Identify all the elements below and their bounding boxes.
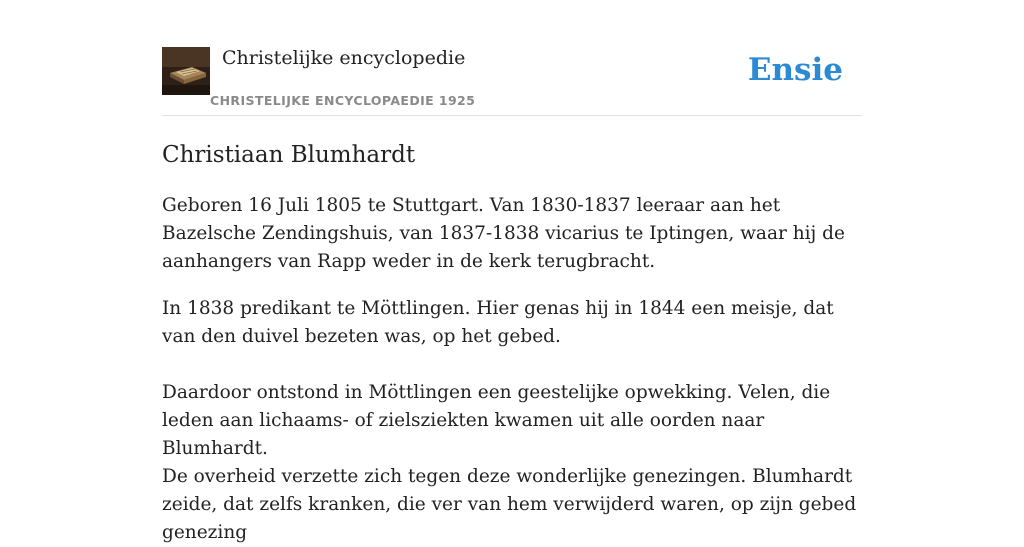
article-paragraph: De overheid verzette zich tegen deze wonderlijke genezingen. Blumhardt zeide, dat zelfs kranken, die ver van hem verwijderd waren, op zijn gebed genezing [162,466,857,543]
article-paragraph: Daardoor ontstond in Möttlingen een geestelijke opwekking. Velen, die leden aan lichaams- of zielsziekten kwamen uit alle oorden naar Blumhardt. [162,382,831,459]
site-title[interactable]: Christelijke encyclopedie [222,47,466,69]
ensie-logo[interactable]: Ensie [747,52,843,88]
site-subtitle: CHRISTELIJKE ENCYCLOPAEDIE 1925 [210,93,476,108]
article-paragraph: In 1838 predikant te Möttlingen. Hier genas hij in 1844 een meisje, dat van den duivel bezeten was, op het gebed. [162,298,834,347]
article-title: Christiaan Blumhardt [162,142,416,168]
article-paragraph: Geboren 16 Juli 1805 te Stuttgart. Van 1830-1837 leeraar aan het Bazelsche Zendingshuis, van 1837-1838 vicarius te Iptingen, waar hij de aanhangers van Rapp weder in de kerk terugbracht. [162,195,845,272]
avatar[interactable] [162,47,210,95]
site-header [162,46,862,116]
book-photo-icon [162,47,210,95]
